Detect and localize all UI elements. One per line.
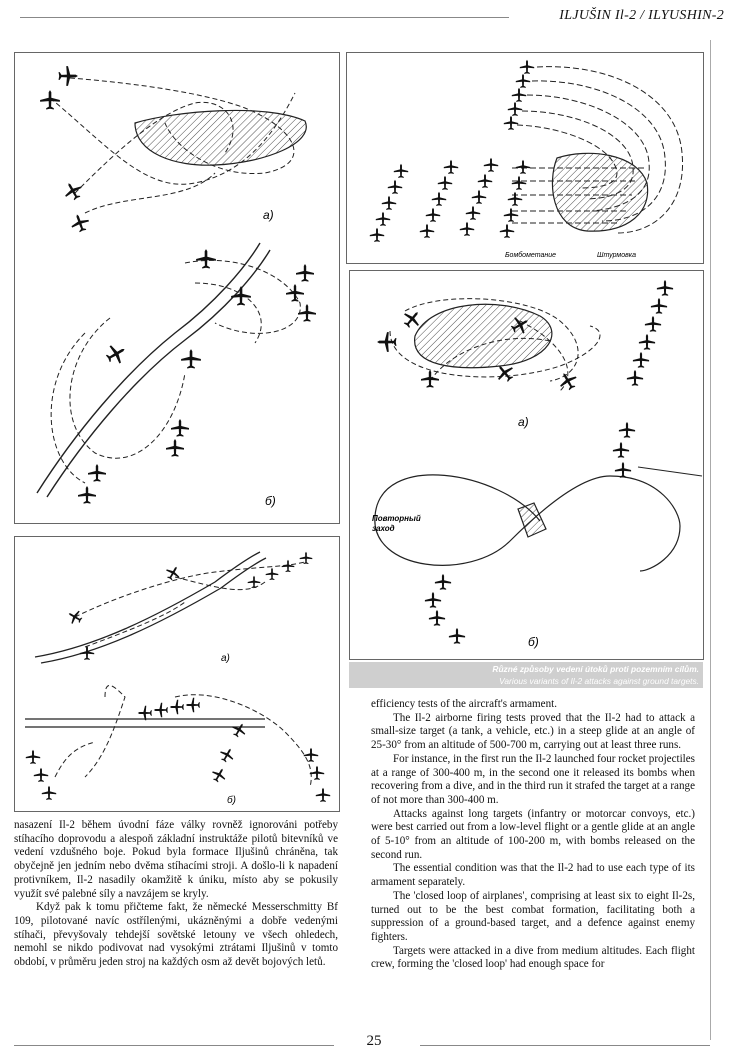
label-b: б)	[265, 494, 276, 508]
paragraph: The essential condition was that the Il-2 had to use each type of its armament separately.	[371, 862, 695, 889]
aircraft-icon	[657, 280, 673, 296]
aircraft-icon	[40, 90, 60, 109]
aircraft-icon	[209, 765, 229, 784]
diagram-mid-right	[350, 271, 703, 659]
aircraft-icon	[300, 552, 313, 564]
paragraph: Attacks against long targets (infantry or motorcar convoys, etc.) were best carried out from a low-level flight or a gentle glide at an angle of 5-10° from an altitude of 100-200 m, with bombs released on the second run.	[371, 807, 695, 861]
figure-caption	[349, 662, 703, 688]
label-a: a)	[518, 415, 529, 429]
aircraft-icon	[196, 249, 216, 268]
aircraft-icon	[504, 116, 518, 130]
aircraft-icon	[420, 224, 434, 238]
aircraft-icon	[425, 592, 441, 608]
label-strafing: Штурмовка	[597, 252, 636, 259]
aircraft-icon	[512, 176, 526, 190]
label-a: a)	[221, 653, 230, 664]
aircraft-icon	[444, 160, 458, 174]
figure-attack-patterns-left	[14, 52, 340, 524]
target-area	[552, 153, 647, 231]
target-square	[518, 503, 546, 537]
aircraft-icon	[388, 180, 402, 194]
aircraft-icon	[217, 745, 237, 764]
aircraft-icon	[615, 462, 631, 478]
aircraft-icon	[138, 706, 152, 720]
aircraft-icon	[181, 349, 201, 368]
right-column-text	[371, 698, 695, 972]
formation-columns	[370, 60, 534, 242]
aircraft-icon	[186, 698, 200, 712]
figure-bombing-strafing	[346, 52, 704, 264]
aircraft-icon	[316, 788, 330, 802]
label-b: б)	[528, 635, 539, 649]
aircraft-icon	[163, 563, 183, 582]
aircraft-icon	[282, 560, 295, 572]
paragraph: The Il-2 airborne firing tests proved that the Il-2 had to attack a small-size target (a tank, a vehicle, etc.) in a steep glide at an angle of 25-30° from an altitude of 500-700 m, carrying out at least three runs.	[371, 711, 695, 752]
aircraft-icon	[645, 316, 661, 332]
paragraph: Když pak k tomu přičteme fakt, že německé Messerschmitty Bf 109, pilotované navíc ostřílenými, ukázněnými a dobře vedenými stíhači, převyšovaly tehdejší sovětské letouny ve všech ohledech, nemohl se nikdo podivovat nad vysokými ztrátami Iljušinů v tomto období, v průměru jeden stroj na každých osm až devět bojových letů.	[14, 901, 338, 969]
label-repeat-run: заход	[372, 524, 395, 533]
road-b	[37, 243, 260, 493]
aircraft-icon	[154, 703, 168, 717]
aircraft-icon	[508, 102, 522, 116]
aircraft-icon	[266, 568, 279, 580]
aircraft-icon	[516, 160, 530, 174]
aircraft-icon	[639, 334, 655, 350]
paragraph: efficiency tests of the aircraft's armament.	[371, 698, 557, 710]
aircraft-icon	[377, 332, 396, 352]
target-area-a	[415, 304, 552, 367]
aircraft-icon	[613, 442, 629, 458]
paragraph: nasazení Il-2 během úvodní fáze války rovněž ignorováni potřeby stíhacího doprovodu a alespoň základní instruktáže pilotů bitevníků ve vedení vzdušného boje. Pokud byla formace Iljušinů chráněna, tak obyčejně jen jedním nebo dvěma stíhacími stroji. A došlo-li k napadení protivníkem, Il-2 nasadily okamžitě k úniku, místo aby se pokusily využít své palebné síly a navzájem se kryly.	[14, 819, 338, 900]
aircraft-icon	[170, 700, 184, 714]
aircraft-icon	[65, 607, 84, 627]
aircraft-icon	[426, 208, 440, 222]
aircraft-icon	[382, 196, 396, 210]
aircraft-icon	[466, 206, 480, 220]
header-title: ILJUŠIN Il-2 / ILYUSHIN-2	[559, 8, 724, 23]
aircraft-icon	[376, 212, 390, 226]
aircraft-icon	[310, 766, 324, 780]
aircraft-icon	[370, 228, 384, 242]
aircraft-icon	[627, 370, 643, 386]
aircraft-icon	[171, 419, 189, 437]
aircraft-icon	[68, 211, 91, 234]
diagram-left	[15, 53, 339, 523]
aircraft-icon	[103, 340, 130, 367]
paragraph: Targets were attacked in a dive from medium altitudes. Each flight crew, forming the 'closed loop' had enough space for	[371, 944, 695, 971]
aircraft-icon	[286, 284, 304, 302]
diagram-bottom-left	[15, 537, 339, 811]
figure-repeat-run	[349, 270, 704, 660]
aircraft-icon	[34, 768, 48, 782]
header-rule	[20, 17, 509, 18]
aircraft-icon	[296, 264, 314, 282]
aircraft-icon	[231, 286, 251, 305]
label-repeat-run: Повторный	[372, 514, 421, 523]
paragraph: For instance, in the first run the Il-2 launched four rocket projectiles at a range of 300-400 m, in the second one it released its bombs when recovering from a dive, and in the third run it strafed the target at a range of not more than 300-400 m.	[371, 752, 695, 806]
figure-convoy-attack	[14, 536, 340, 812]
aircraft-icon	[516, 74, 530, 88]
aircraft-icon	[460, 222, 474, 236]
flight-paths-b	[55, 685, 311, 787]
aircraft-icon	[166, 439, 184, 457]
aircraft-icon	[61, 179, 85, 203]
aircraft-icon	[59, 66, 78, 86]
aircraft-icon	[472, 190, 486, 204]
margin-rule	[710, 40, 711, 1040]
caption-english: Various variants of Il-2 attacks against ground targets.	[499, 676, 699, 686]
aircraft-icon	[449, 628, 465, 644]
diagram-top-right	[347, 53, 703, 263]
aircraft-icon	[80, 646, 94, 660]
aircraft-icon	[429, 610, 445, 626]
aircraft-icon	[478, 174, 492, 188]
road-b	[47, 250, 270, 497]
running-header	[20, 8, 724, 26]
paragraph: The 'closed loop of airplanes', comprising at least six to eight Il-2s, turned out to be the best combat formation, facilitating both a suppression of a ground-based target, and a defence against enemy fighters.	[371, 889, 695, 943]
aircraft-icon	[248, 576, 261, 588]
aircraft-icon	[619, 422, 635, 438]
aircraft-icon	[633, 352, 649, 368]
aircraft-icon	[508, 192, 522, 206]
aircraft-icon	[512, 88, 526, 102]
aircraft-icon	[42, 786, 56, 800]
page-number: 25	[366, 1033, 382, 1049]
aircraft-icon	[651, 298, 667, 314]
aircraft-icon	[432, 192, 446, 206]
aircraft-icon	[26, 750, 40, 764]
label-bombing: Бомбометание	[505, 252, 556, 259]
road-a	[35, 552, 260, 657]
label-a: a)	[263, 208, 274, 222]
aircraft-icon	[78, 486, 96, 504]
aircraft-icon	[394, 164, 408, 178]
aircraft-icon	[504, 208, 518, 222]
aircraft-icon	[500, 224, 514, 238]
caption-czech: Různé způsoby vedení útoků proti pozemním cílům.	[492, 664, 699, 674]
aircraft-icon	[304, 748, 318, 762]
aircraft-icon	[438, 176, 452, 190]
label-b: б)	[227, 795, 236, 806]
approach-line	[638, 467, 702, 476]
aircraft-icon	[229, 720, 249, 739]
left-column-text	[14, 819, 338, 970]
aircraft-icon	[520, 60, 534, 74]
aircraft-icon	[484, 158, 498, 172]
aircraft-icon	[88, 464, 106, 482]
aircraft-icon	[435, 574, 451, 590]
